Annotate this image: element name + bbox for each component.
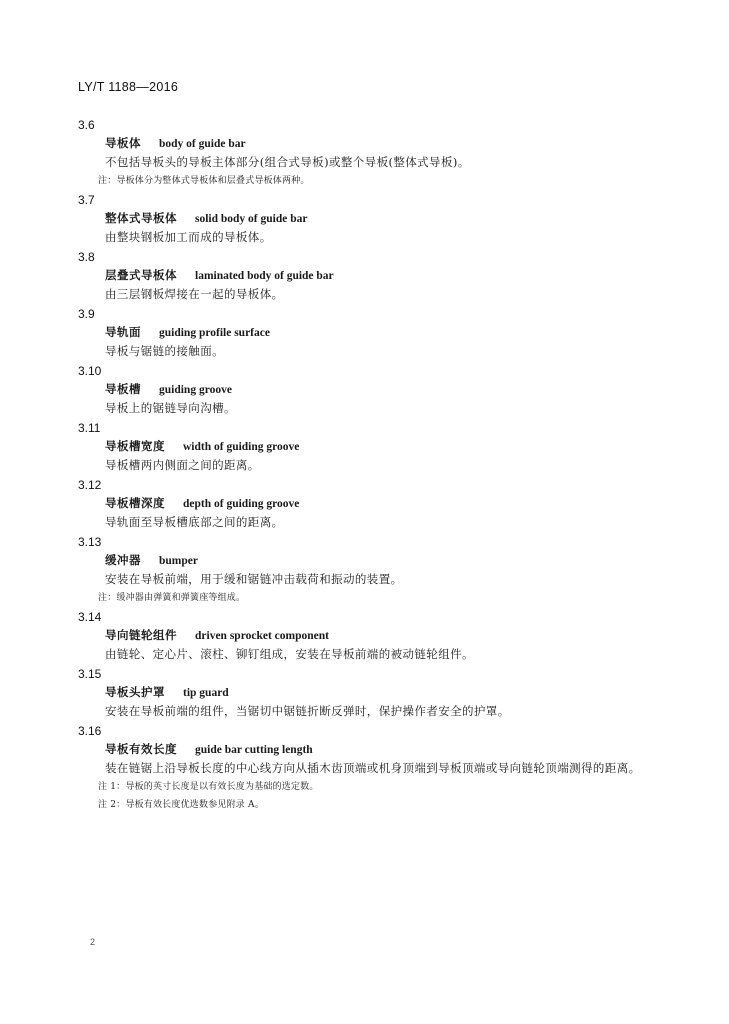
term-zh: 导板槽深度 [105,496,165,510]
clause-number: 3.9 [78,307,95,321]
clause-number: 3.15 [78,667,102,681]
term-en: tip guard [183,687,229,699]
term-entry [78,476,648,532]
term-definition: 由三层钢板焊接在一起的导板体。 [105,287,284,301]
term-definition: 安装在导板前端的组件，当锯切中锯链折断反弹时，保护操作者安全的护罩。 [105,704,510,718]
term-heading [105,551,648,570]
term-entry [78,533,648,607]
term-zh: 导向链轮组件 [105,628,177,642]
term-definition: 导轨面至导板槽底部之间的距离。 [105,515,284,529]
term-zh: 导板槽宽度 [105,439,165,453]
term-definition: 导板与锯链的接触面。 [105,344,224,358]
clause-number: 3.13 [78,535,102,549]
term-en: guide bar cutting length [195,744,313,756]
term-zh: 导板有效长度 [105,742,177,756]
term-entry [78,248,648,304]
term-en: width of guiding groove [183,441,300,453]
term-zh: 导轨面 [105,325,141,339]
term-heading [105,134,648,153]
term-definition: 装在链锯上沿导板长度的中心线方向从插木齿顶端或机身顶端到导板顶端或导向链轮顶端测得的距离。 [105,761,641,775]
term-definition: 导板槽两内侧面之间的距离。 [105,458,260,472]
term-note: 注 1：导板的英寸长度是以有效长度为基础的选定数。 [98,782,319,792]
term-en: body of guide bar [159,138,246,150]
term-note: 注 2：导板有效长度优选数参见附录 A。 [98,800,264,810]
term-heading [105,740,648,759]
term-heading [105,209,648,228]
term-entry [78,419,648,475]
term-heading [105,437,648,456]
term-entry [78,665,648,721]
clause-number: 3.14 [78,610,102,624]
term-entry [78,191,648,247]
term-heading [105,380,648,399]
clause-number: 3.7 [78,193,95,207]
term-definition: 导板上的锯链导向沟槽。 [105,401,236,415]
term-en: solid body of guide bar [195,213,308,225]
term-heading [105,266,648,285]
term-heading [105,626,648,645]
term-en: laminated body of guide bar [195,270,334,282]
term-definition: 不包括导板头的导板主体部分(组合式导板)或整个导板(整体式导板)。 [105,155,470,169]
term-zh: 导板头护罩 [105,685,165,699]
term-en: bumper [159,555,198,567]
term-zh: 导板体 [105,136,141,150]
term-definition: 由链轮、定心片、滚柱、铆钉组成，安装在导板前端的被动链轮组件。 [105,647,474,661]
clause-number: 3.10 [78,364,102,378]
term-entry [78,722,648,814]
term-definition: 由整块钢板加工而成的导板体。 [105,230,272,244]
term-heading [105,683,648,702]
term-entry [78,116,648,190]
term-note: 注：导板体分为整体式导板体和层叠式导板体两种。 [98,176,310,186]
term-en: guiding profile surface [159,327,270,339]
term-en: guiding groove [159,384,232,396]
term-entry [78,362,648,418]
term-heading [105,494,648,513]
clause-number: 3.8 [78,250,95,264]
term-zh: 缓冲器 [105,553,141,567]
term-entry [78,305,648,361]
term-zh: 整体式导板体 [105,211,177,225]
clause-number: 3.12 [78,478,102,492]
clause-number: 3.11 [78,421,101,435]
term-definition: 安装在导板前端，用于缓和锯链冲击载荷和振动的装置。 [105,572,403,586]
document-id-header: LY/T 1188—2016 [78,80,179,94]
term-entry [78,608,648,664]
term-zh: 层叠式导板体 [105,268,177,282]
term-heading [105,323,648,342]
terms-list [78,115,648,814]
page-number: 2 [90,937,96,947]
term-note: 注：缓冲器由弹簧和弹簧座等组成。 [98,593,246,603]
term-zh: 导板槽 [105,382,141,396]
term-en: depth of guiding groove [183,498,300,510]
clause-number: 3.6 [78,118,95,132]
clause-number: 3.16 [78,724,102,738]
term-en: driven sprocket component [195,630,329,642]
